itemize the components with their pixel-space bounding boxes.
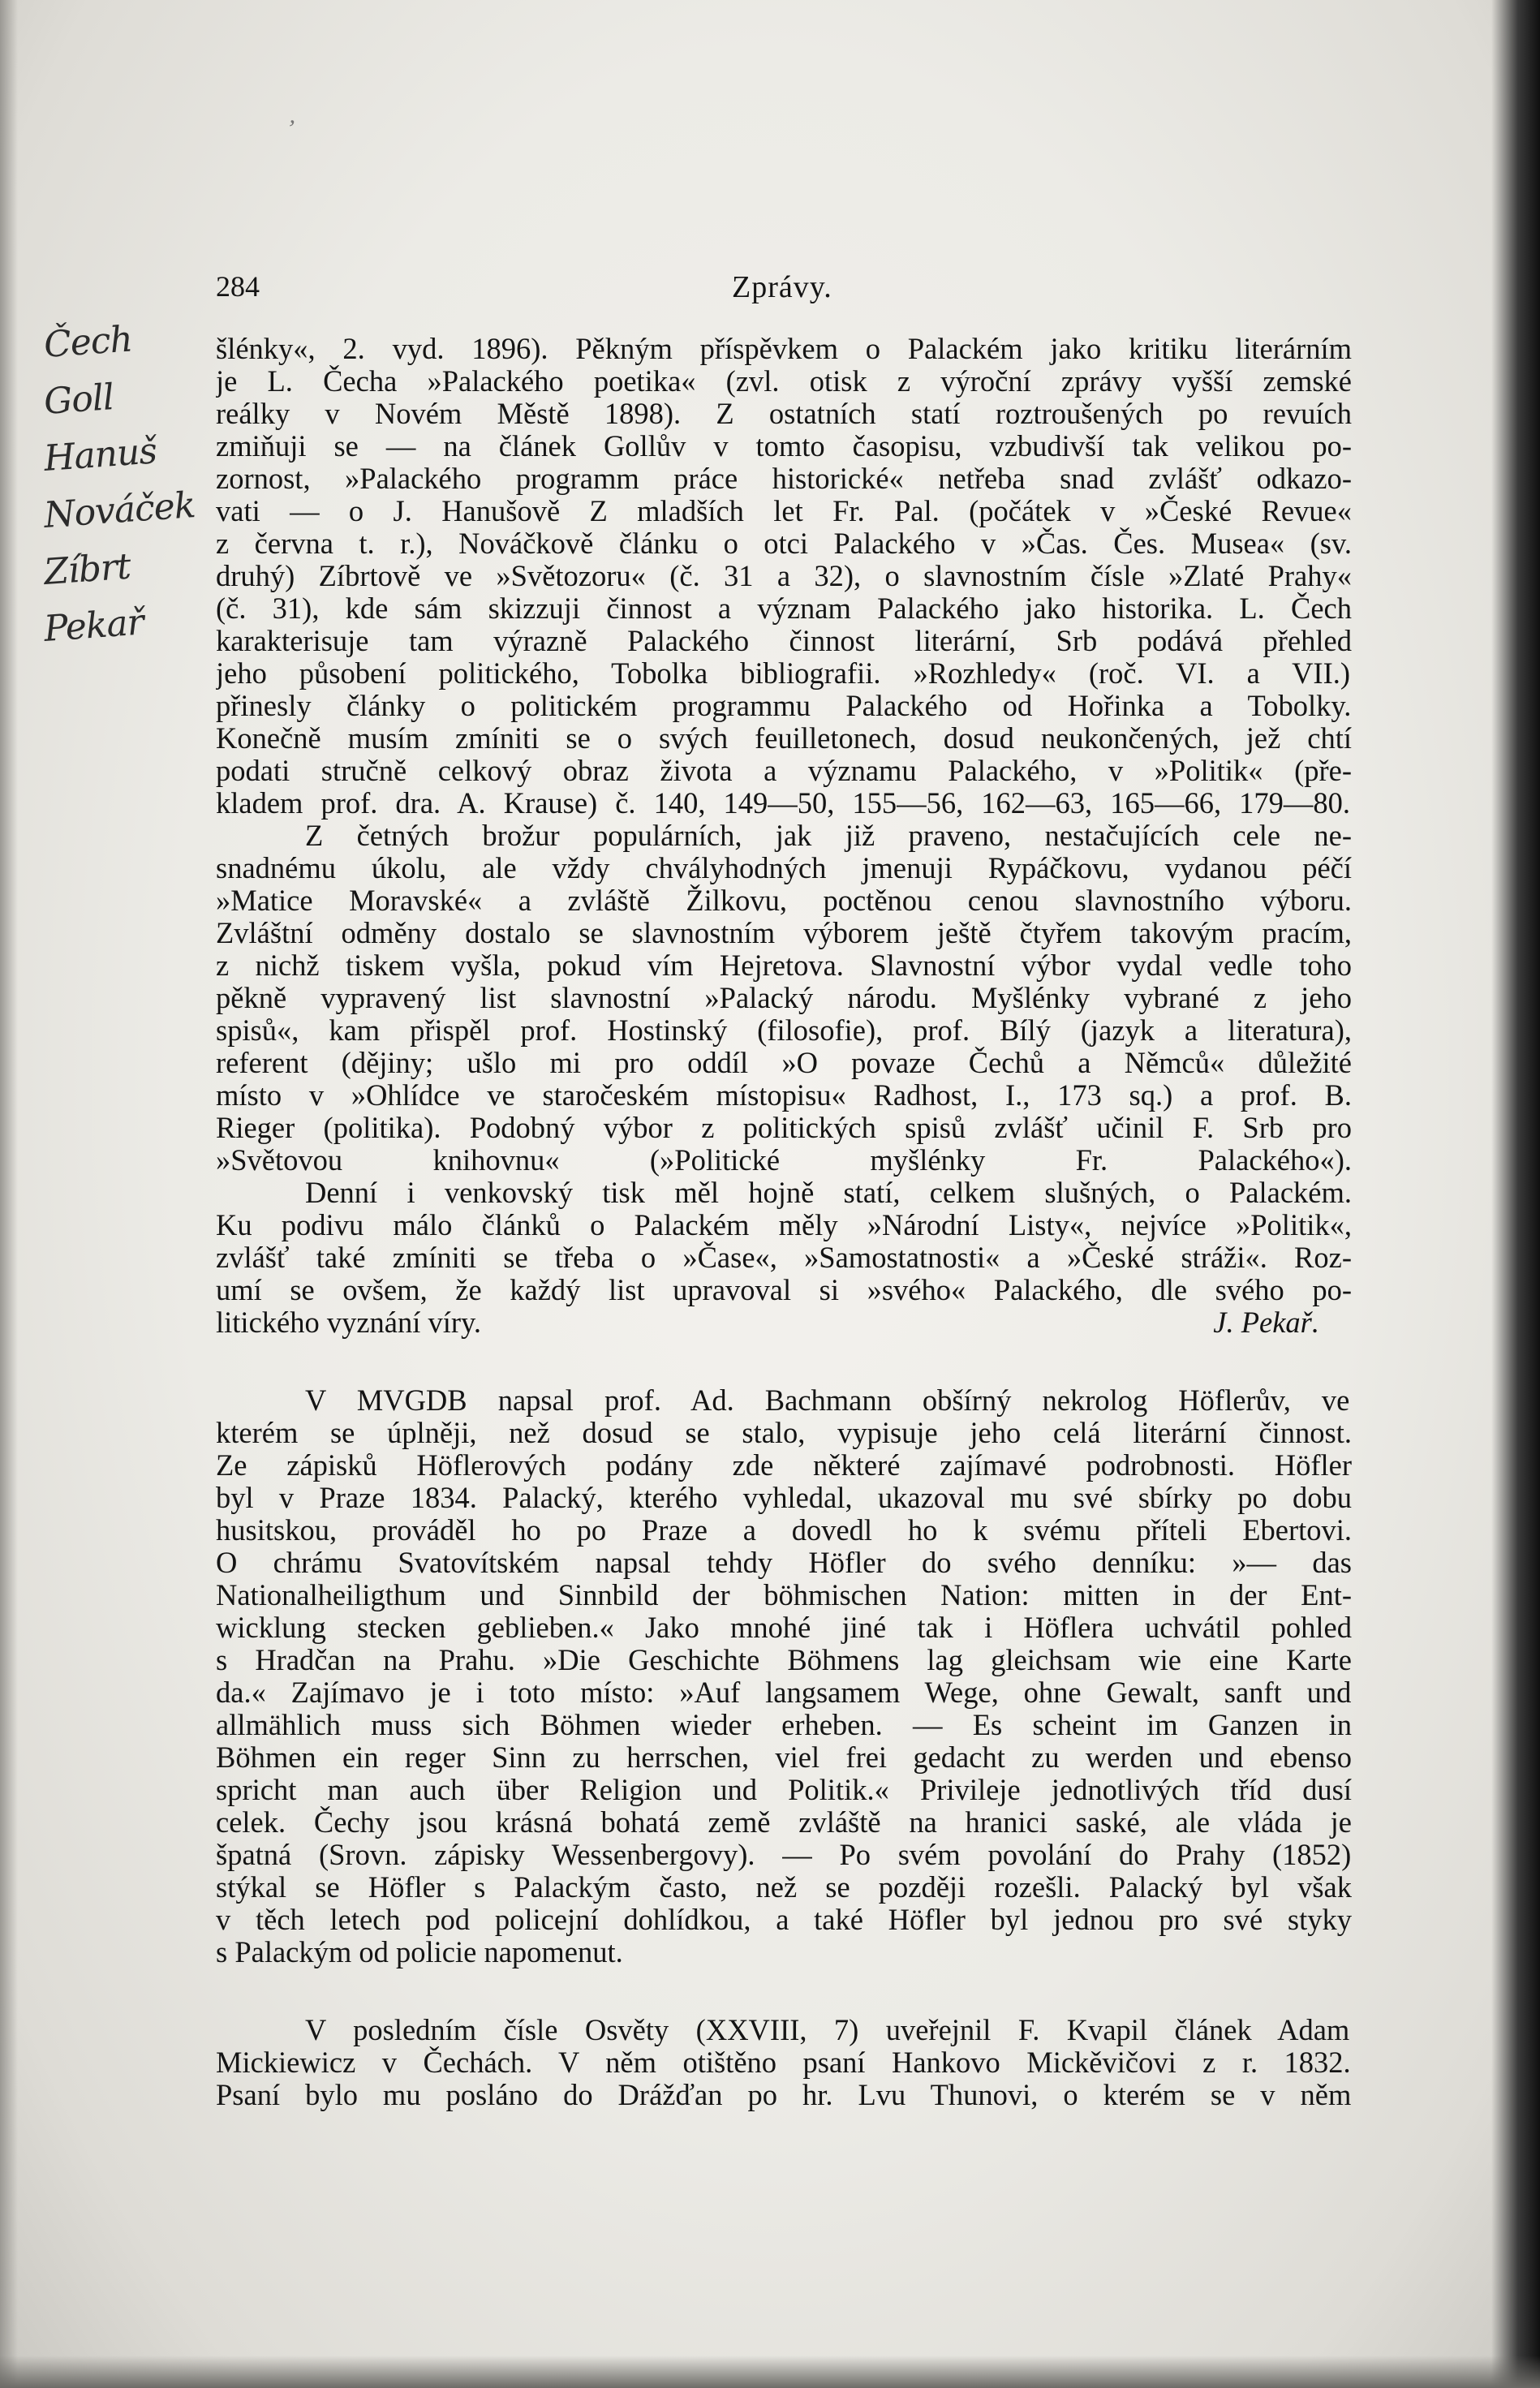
text-line: podati stručně celkový obraz života a významu Palackého, v »Politik« (pře-	[216, 755, 1352, 787]
page-edge-left	[0, 0, 18, 2388]
paragraph	[216, 1177, 1352, 1339]
text-line: »Matice Moravské« a zvláště Žilkovu, poctěnou cenou slavnostního výboru.	[216, 884, 1352, 917]
text-line: referent (dějiny; ušlo mi pro oddíl »O povaze Čechů a Němců« důležité	[216, 1047, 1352, 1079]
text-line: Denní i venkovský tisk měl hojně statí, celkem slušných, o Palackém.	[305, 1177, 1352, 1209]
margin-notes	[42, 318, 206, 661]
text-line: »Světovou knihovnu« (»Politické myšlénky Fr. Palackého«).	[216, 1144, 1352, 1177]
text-line: Böhmen ein reger Sinn zu herrschen, viel frei gedacht zu werden und ebenso	[216, 1741, 1352, 1774]
text-line: šlénky«, 2. vyd. 1896). Pěkným příspěvkem o Palackém jako kritiku literárním	[216, 333, 1352, 365]
text-line: byl v Praze 1834. Palacký, kterého vyhledal, ukazoval mu své sbírky po dobu	[216, 1482, 1352, 1514]
text-line: karakterisuje tam výrazně Palackého činnost literární, Srb podává přehled	[216, 625, 1352, 657]
paragraph	[216, 2014, 1352, 2111]
text-line: Mickiewicz v Čechách. V něm otištěno psaní Hankovo Mickěvičovi z r. 1832.	[216, 2046, 1351, 2079]
text-line: V posledním čísle Osvěty (XXVIII, 7) uveřejnil F. Kvapil článek Adam	[305, 2014, 1350, 2046]
text-line: Z četných brožur populárních, jak již praveno, nestačujících cele ne-	[305, 820, 1352, 852]
text-line: zornost, »Palackého programm práce historické« netřeba snad zvlášť odkazo-	[216, 463, 1352, 495]
text-line: da.« Zajímavo je i toto místo: »Auf langsamem Wege, ohne Gewalt, sanft und	[216, 1676, 1352, 1709]
paragraph	[216, 333, 1352, 820]
margin-note: Zíbrt	[42, 545, 132, 593]
text-line: kterém se úplněji, než dosud se stalo, vypisuje jeho celá literární činnost.	[216, 1417, 1352, 1449]
text-line: allmählich muss sich Böhmen wieder erheben. — Es scheint im Ganzen in	[216, 1709, 1352, 1741]
closing-line	[216, 1306, 1352, 1339]
margin-note: Pekař	[42, 601, 145, 650]
text-line: Konečně musím zmíniti se o svých feuilletonech, dosud neukončených, jež chtí	[216, 722, 1352, 755]
text-line: spricht man auch über Religion und Politik.« Privileje jednotlivých tříd dusí	[216, 1774, 1352, 1806]
text-line: s Palackým od policie napomenut.	[216, 1935, 623, 1968]
text-line: špatná (Srovn. zápisky Wessenbergovy). — Po svém povolání do Prahy (1852)	[216, 1839, 1352, 1871]
margin-note: Goll	[42, 376, 115, 423]
text-line: celek. Čechy jsou krásná bohatá země zvláště na hranici saské, ale vláda je	[216, 1806, 1352, 1839]
paragraph-gap	[216, 1968, 1352, 2014]
text-line: zmiňuji se — na článek Gollův v tomto časopisu, vzbudivší tak velikou po-	[216, 430, 1352, 463]
text-line: je L. Čecha »Palackého poetika« (zvl. otisk z výroční zprávy vyšší zemské	[216, 365, 1352, 398]
page-number: 284	[216, 270, 260, 303]
article-body	[216, 333, 1352, 2111]
text-line: wicklung stecken geblieben.« Jako mnohé jiné tak i Höflera uchvátil pohled	[216, 1611, 1352, 1644]
author-signature: J. Pekař.	[1213, 1306, 1319, 1339]
text-line: O chrámu Svatovítském napsal tehdy Höfler do svého denníku: »— das	[216, 1547, 1352, 1579]
text-line: pěkně vypravený list slavnostní »Palacký národu. Myšlénky vybrané z jeho	[216, 982, 1352, 1014]
text-line: V MVGDB napsal prof. Ad. Bachmann obšírný nekrolog Höflerův, ve	[305, 1384, 1350, 1417]
text-line: Ze zápisků Höflerových podány zde některé zajímavé podrobnosti. Höfler	[216, 1449, 1352, 1482]
text-line: reálky v Novém Městě 1898). Z ostatních statí roztroušených po revuích	[216, 398, 1352, 430]
margin-note: Čech	[42, 318, 134, 366]
page-edge-bottom	[0, 2356, 1540, 2388]
text-line: kladem prof. dra. A. Krause) č. 140, 149—50, 155—56, 162—63, 165—66, 179—80.	[216, 787, 1350, 820]
text-line: z nichž tiskem vyšla, pokud vím Hejretova. Slavnostní výbor vydal vedle toho	[216, 949, 1352, 982]
paragraph	[216, 1384, 1352, 1968]
text-line: Ku podivu málo článků o Palackém měly »Národní Listy«, nejvíce »Politik«,	[216, 1209, 1352, 1241]
text-line: zvlášť také zmíniti se třeba o »Čase«, »Samostatnosti« a »České stráži«. Roz-	[216, 1241, 1352, 1274]
margin-note: Nováček	[42, 484, 196, 536]
text-line: Psaní bylo mu posláno do Drážďan po hr. Lvu Thunovi, o kterém se v něm	[216, 2079, 1352, 2111]
text-line: přinesly články o politickém programmu Palackého od Hořinka a Tobolky.	[216, 690, 1352, 722]
text-line: stýkal se Höfler s Palackým často, než se později rozešli. Palacký byl však	[216, 1871, 1352, 1904]
paragraph-gap	[216, 1339, 1352, 1384]
text-line: v těch letech pod policejní dohlídkou, a také Höfler byl jednou pro své styky	[216, 1904, 1352, 1936]
text-line: místo v »Ohlídce ve staročeském místopisu« Radhost, I., 173 sq.) a prof. B.	[216, 1079, 1352, 1112]
text-line: snadnému úkolu, ale vždy chvályhodných jmenuji Rypáčkovu, vydanou péčí	[216, 852, 1352, 884]
text-line: vati — o J. Hanušově Z mladších let Fr. Pal. (počátek v »České Revue«	[216, 495, 1352, 527]
page-edge-right	[1491, 0, 1540, 2388]
closing-line	[216, 1936, 1352, 1968]
paragraph	[216, 820, 1352, 1177]
text-line: litického vyznání víry.	[216, 1306, 482, 1339]
running-head: Zprávy.	[732, 270, 832, 304]
text-line: spisů«, kam přispěl prof. Hostinský (filosofie), prof. Bílý (jazyk a literatura),	[216, 1014, 1352, 1047]
text-line: druhý) Zíbrtově ve »Světozoru« (č. 31 a 32), o slavnostním čísle »Zlaté Prahy«	[216, 560, 1352, 592]
text-line: Zvláštní odměny dostalo se slavnostním výborem ještě čtyřem takovým pracím,	[216, 917, 1352, 949]
stray-ink-mark: ’	[285, 114, 298, 143]
margin-note: Hanuš	[42, 430, 158, 480]
text-line: Rieger (politika). Podobný výbor z politických spisů zvlášť učinil F. Srb pro	[216, 1112, 1352, 1144]
text-line: s Hradčan na Prahu. »Die Geschichte Böhmens lag gleichsam wie eine Karte	[216, 1644, 1352, 1676]
text-line: Nationalheiligthum und Sinnbild der böhmischen Nation: mitten in der Ent-	[216, 1579, 1352, 1611]
text-line: (č. 31), kde sám skizzuji činnost a význam Palackého jako historika. L. Čech	[216, 592, 1352, 625]
text-line: z června t. r.), Nováčkově článku o otci Palackého v »Čas. Čes. Musea« (sv.	[216, 527, 1352, 560]
text-line: umí se ovšem, že každý list upravoval si »svého« Palackého, dle svého po-	[216, 1274, 1352, 1306]
text-line: jeho působení politického, Tobolka bibliografii. »Rozhledy« (roč. VI. a VII.)	[216, 657, 1351, 690]
text-line: husitskou, prováděl ho po Praze a dovedl ho k svému příteli Ebertovi.	[216, 1514, 1352, 1547]
